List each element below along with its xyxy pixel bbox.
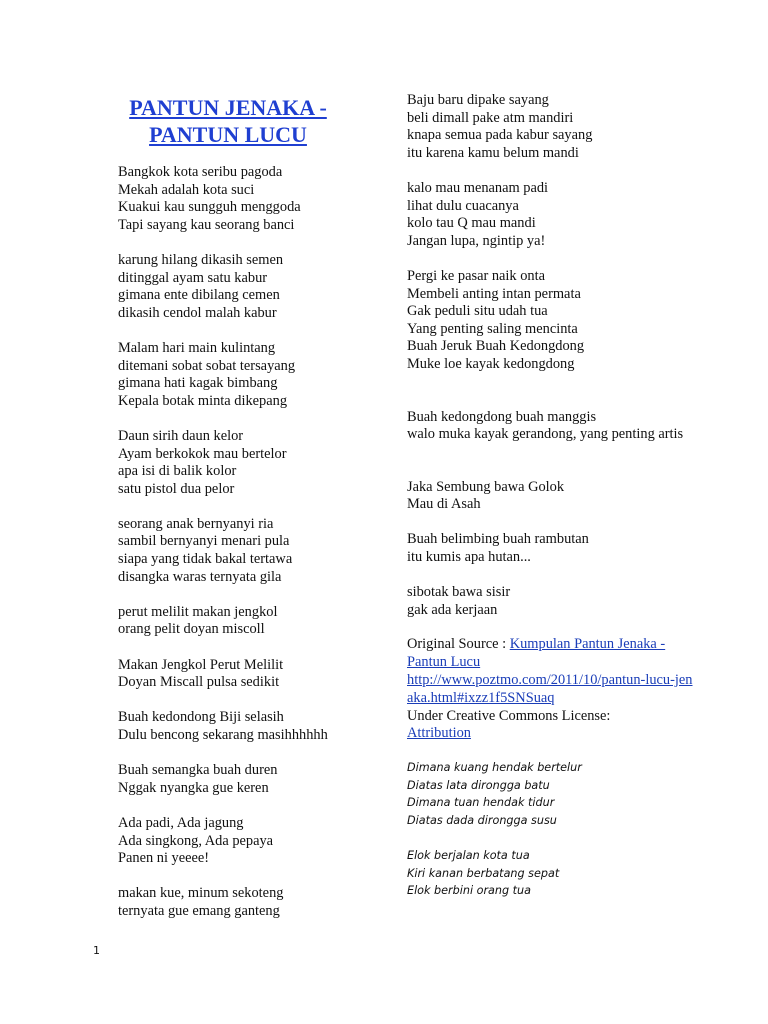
stanza-line: seorang anak bernyanyi ria: [118, 515, 274, 532]
stanza-line: Buah Jeruk Buah Kedongdong: [407, 338, 585, 355]
stanza-line: beli dimall pake atm mandiri: [407, 109, 574, 126]
left-column: [118, 164, 388, 921]
title-line-1: PANTUN JENAKA -: [129, 95, 327, 120]
stanza-line: Gak peduli situ udah tua: [407, 303, 548, 320]
stanza-line: Kuakui kau sungguh menggoda: [118, 199, 301, 216]
stanza-line: gak ada kerjaan: [407, 601, 498, 618]
stanza-line: Buah kedongdong buah manggis: [407, 408, 597, 425]
stanza-line: disangka waras ternyata gila: [118, 568, 282, 585]
stanza: [118, 252, 388, 322]
stanza-line: Elok berjalan kota tua: [407, 849, 530, 863]
stanza: [118, 762, 388, 797]
stanza-line: satu pistol dua pelor: [118, 480, 235, 497]
stanza-line: ditemani sobat sobat tersayang: [118, 357, 296, 374]
stanza-line: Baju baru dipake sayang: [407, 92, 549, 108]
stanza-line: karung hilang dikasih semen: [118, 251, 284, 268]
stanza-line: Ada singkong, Ada pepaya: [118, 832, 274, 849]
stanza: [407, 268, 697, 374]
stanza: [118, 815, 388, 868]
stanza-line: Jaka Sembung bawa Golok: [407, 478, 565, 495]
stanza-line: Makan Jengkol Perut Melilit: [118, 656, 284, 673]
stanza-line: Daun sirih daun kelor: [118, 427, 244, 444]
stanza: [407, 92, 697, 162]
right-stanzas: [407, 92, 697, 619]
stanza: [407, 531, 697, 566]
stanza-line: ternyata gue emang ganteng: [118, 902, 280, 919]
stanza: [118, 340, 388, 410]
stanza-line: walo muka kayak gerandong, yang penting artis: [407, 426, 684, 443]
stanza-line: Buah belimbing buah rambutan: [407, 531, 589, 548]
stanza: [118, 428, 388, 498]
stanza-line: Nggak nyangka gue keren: [118, 779, 269, 796]
stanza-line: Membeli anting intan permata: [407, 285, 581, 302]
stanza: [407, 759, 697, 829]
stanza: [118, 885, 388, 920]
stanza-line: Dimana kuang hendak bertelur: [407, 761, 582, 775]
source-url-link[interactable]: http://www.poztmo.com/2011/10/pantun-lucu-jenaka.html#ixzz1f5SNSuaq: [407, 672, 693, 706]
stanza-line: gimana ente dibilang cemen: [118, 287, 280, 304]
stanza: [407, 180, 697, 250]
italic-stanzas: [407, 759, 697, 900]
stanza-line: kalo mau menanam padi: [407, 179, 549, 196]
source-link[interactable]: Kumpulan Pantun Jenaka - Pantun Lucu: [407, 636, 666, 671]
stanza-line: kolo tau Q mau mandi: [407, 215, 536, 232]
stanza-line: orang pelit doyan miscoll: [118, 621, 265, 638]
stanza-line: Doyan Miscall pulsa sedikit: [118, 674, 280, 691]
stanza: [407, 409, 697, 444]
stanza: [118, 657, 388, 692]
stanza-line: apa isi di balik kolor: [118, 463, 237, 480]
stanza-line: itu kumis apa hutan...: [407, 549, 531, 566]
stanza: [407, 479, 697, 514]
stanza-line: knapa semua pada kabur sayang: [407, 127, 593, 144]
stanza-line: Buah kedondong Biji selasih: [118, 709, 284, 726]
stanza-line: Ayam berkokok mau bertelor: [118, 445, 287, 462]
page-number: 1: [93, 944, 100, 957]
stanza-line: itu karena kamu belum mandi: [407, 144, 579, 161]
stanza: [118, 516, 388, 586]
stanza-line: Yang penting saling mencinta: [407, 320, 578, 337]
stanza-line: lihat dulu cuacanya: [407, 197, 519, 214]
stanza-line: Dulu bencong sekarang masihhhhhh: [118, 727, 328, 743]
stanza-line: Kiri kanan berbatang sepat: [407, 866, 560, 880]
stanza-line: Kepala botak minta dikepang: [118, 392, 288, 409]
stanza-line: ditinggal ayam satu kabur: [118, 269, 268, 286]
stanza-line: Muke loe kayak kedongdong: [407, 355, 575, 372]
source-block: [407, 636, 697, 743]
page-title: [112, 94, 344, 148]
stanza-line: Mekah adalah kota suci: [118, 181, 255, 198]
stanza-line: Dimana tuan hendak tidur: [407, 796, 555, 810]
stanza-line: Pergi ke pasar naik onta: [407, 267, 546, 284]
stanza-line: Ada padi, Ada jagung: [118, 814, 244, 831]
stanza-line: siapa yang tidak bakal tertawa: [118, 551, 293, 568]
stanza: [407, 847, 697, 900]
stanza: [407, 584, 697, 619]
stanza-line: makan kue, minum sekoteng: [118, 885, 284, 902]
right-column: [407, 92, 697, 900]
stanza-line: Elok berbini orang tua: [407, 884, 531, 898]
stanza-line: Diatas dada dirongga susu: [407, 814, 557, 827]
stanza-line: sibotak bawa sisir: [407, 584, 511, 601]
stanza-line: Diatas lata dirongga batu: [407, 778, 550, 792]
stanza-line: gimana hati kagak bimbang: [118, 375, 278, 392]
stanza-line: Bangkok kota seribu pagoda: [118, 164, 283, 180]
stanza-line: sambil bernyanyi menari pula: [118, 533, 290, 550]
stanza-line: perut melilit makan jengkol: [118, 603, 278, 620]
stanza: [118, 164, 388, 234]
stanza-line: Mau di Asah: [407, 496, 481, 513]
stanza: [118, 604, 388, 639]
stanza: [118, 709, 388, 744]
license-link[interactable]: Attribution: [407, 725, 471, 742]
stanza-line: Buah semangka buah duren: [118, 762, 278, 779]
title-line-2: PANTUN LUCU: [149, 122, 307, 147]
source-prefix: Original Source :: [407, 636, 510, 653]
stanza-line: Tapi sayang kau seorang banci: [118, 216, 295, 233]
license-text: Under Creative Commons License:: [407, 707, 611, 724]
stanza-line: dikasih cendol malah kabur: [118, 304, 277, 321]
stanza-line: Panen ni yeeee!: [118, 850, 210, 867]
stanza-line: Malam hari main kulintang: [118, 339, 276, 356]
stanza-line: Jangan lupa, ngintip ya!: [407, 232, 546, 249]
